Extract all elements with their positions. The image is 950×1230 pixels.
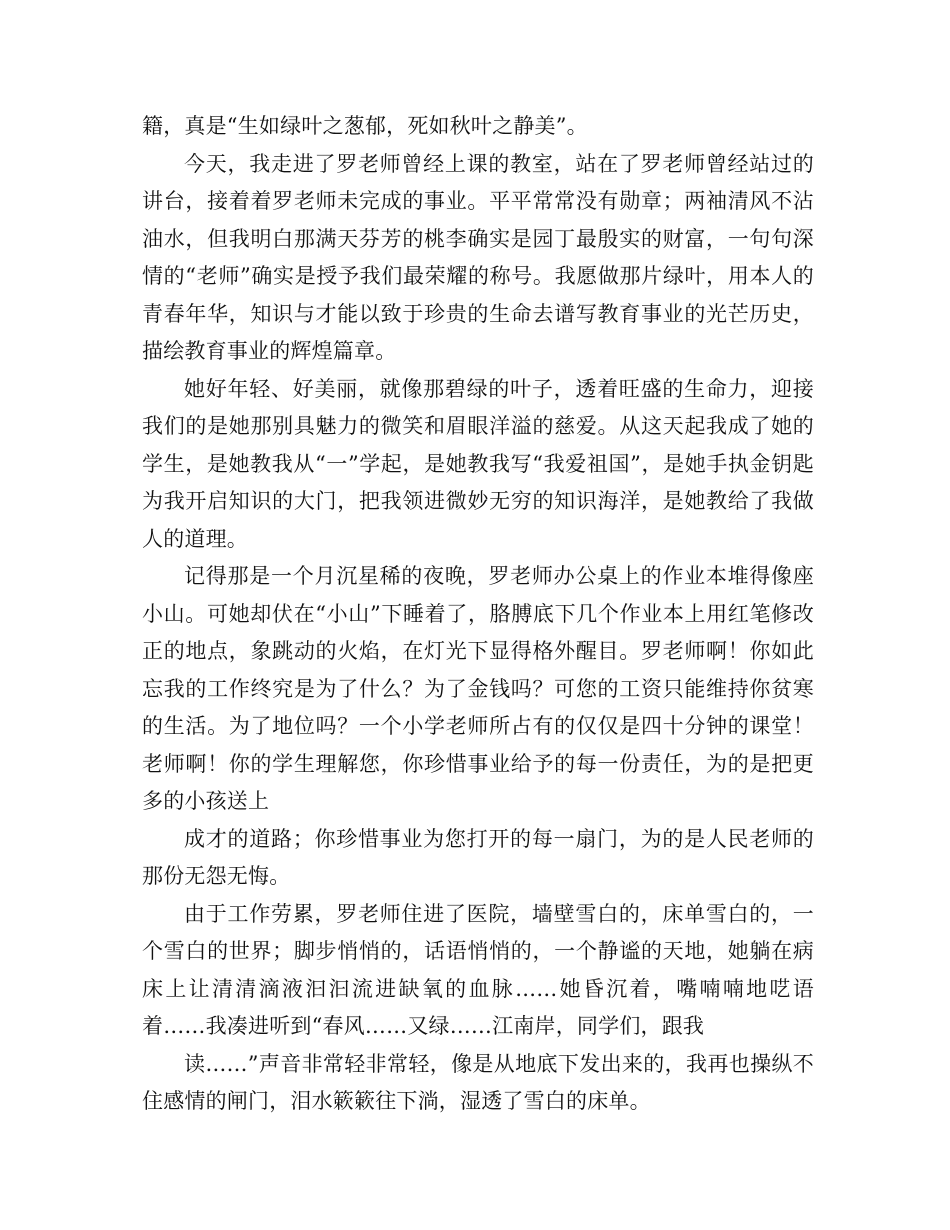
paragraph-4: 记得那是一个月沉星稀的夜晚，罗老师办公桌上的作业本堆得像座小山。可她却伏在“小山”下睡着了，胳膊底下几个作业本上用红笔修改正的地点，象跳动的火焰，在灯光下显得格外醒目。罗老师啊！你如此忘我的工作终究是为了什么？为了金钱吗？可您的工资只能维持你贫寒的生活。为了地位吗？一个小学老师所占有的仅仅是四十分钟的课堂！老师啊！你的学生理解您，你珍惜事业给予的每一份责任，为的是把更多的小孩送上	[142, 564, 814, 813]
paragraph-2: 今天，我走进了罗老师曾经上课的教室，站在了罗老师曾经站过的讲台，接着着罗老师未完成的事业。平平常常没有勋章；两袖清风不沾油水，但我明白那满天芬芳的桃李确实是园丁最殷实的财富，一句句深情的“老师”确实是授予我们最荣耀的称号。我愿做那片绿叶，用本人的青春年华，知识与才能以致于珍贵的生命去谱写教育事业的光芒历史，描绘教育事业的辉煌篇章。	[142, 151, 814, 363]
paragraph-7: 读……”声音非常轻非常轻，像是从地底下发出来的，我再也操纵不住感情的闸门，泪水簌簌往下淌，湿透了雪白的床单。	[142, 1051, 814, 1113]
paragraph-6: 由于工作劳累，罗老师住进了医院，墙壁雪白的，床单雪白的，一个雪白的世界；脚步悄悄的，话语悄悄的，一个静谧的天地，她躺在病床上让清清滴液汩汩流进缺氧的血脉……她昏沉着，嘴喃喃地呓语着……我凑进听到“春风……又绿……江南岸，同学们，跟我	[142, 901, 814, 1038]
document-body	[142, 108, 814, 1121]
paragraph-3: 她好年轻、好美丽，就像那碧绿的叶子，透着旺盛的生命力，迎接我们的是她那别具魅力的微笑和眉眼洋溢的慈爱。从这天起我成了她的学生，是她教我从“一”学起，是她教我写“我爱祖国”，是她手执金钥匙为我开启知识的大门，把我领进微妙无穷的知识海洋，是她教给了我做人的道理。	[142, 376, 814, 551]
paragraph-1: 籍，真是“生如绿叶之葱郁，死如秋叶之静美”。	[142, 114, 588, 138]
paragraph-5: 成才的道路；你珍惜事业为您打开的每一扇门，为的是人民老师的那份无怨无悔。	[142, 826, 814, 888]
